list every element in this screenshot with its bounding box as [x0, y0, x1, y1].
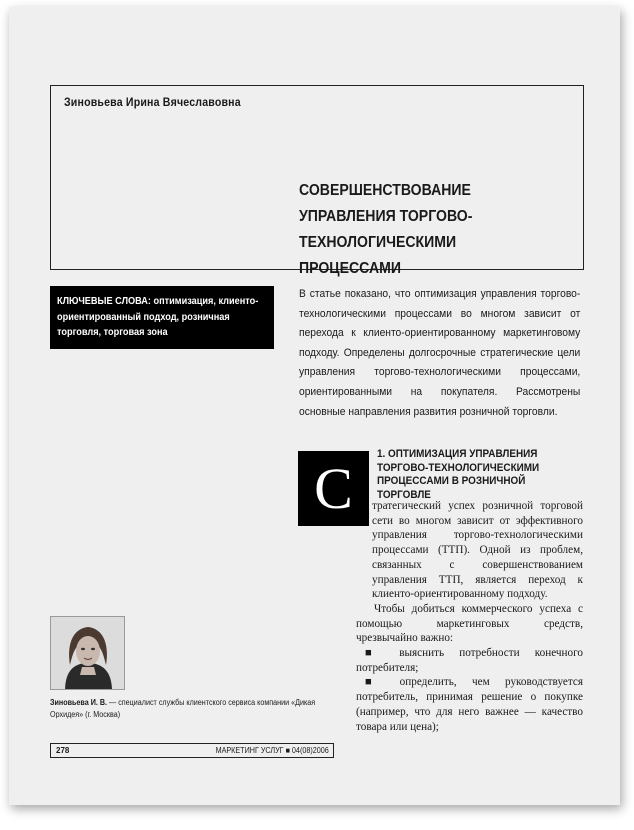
- bullet-item-1: ■ выяснить потребности конечного потребителя;: [356, 647, 583, 674]
- photo-caption: [50, 697, 317, 721]
- author-portrait-image: [51, 617, 125, 690]
- article-header-box: [50, 85, 584, 277]
- page-number: 278: [56, 746, 70, 755]
- author-photo: [50, 616, 125, 690]
- body-paragraph-1: тратегический успех розничной торговой сети во многом зависит от эффективного управления торгово-технологическими процессами (ТТП). Одной из проблем, связанных с совершенствованием управления ТТП, является переход к клиенто-ориентированному подходу.: [372, 500, 583, 601]
- bullet-item-2: ■ определить, чем руководствуется потребитель, принимая решение о покупке (например, что для него важнее — качество товара или цена);: [356, 676, 583, 733]
- journal-issue: МАРКЕТИНГ УСЛУГ ■ 04(08)2006: [215, 746, 329, 755]
- body-text: [356, 499, 583, 734]
- body-paragraph-2: Чтобы добиться коммерческого успеха с помощью маркетинговых средств, чрезвычайно важно:: [356, 602, 583, 645]
- dropcap-letter: С: [298, 451, 369, 526]
- abstract: В статье показано, что оптимизация управления торгово-технологическими процессами во многом зависит от перехода к клиенто-ориентированному маркетинговому подходу. Определены долгосрочные стратегические цели управления торгово-технологическими процессами, ориентированными на покупателя. Рассмотрены основные направления развития розничной торговли.: [299, 288, 581, 418]
- keywords-box: [50, 286, 274, 349]
- caption-name: Зиновьева И. В.: [50, 698, 108, 707]
- keywords-text: оптимизация, клиенто-ориентированный подход, розничная торговля, торговая зона: [57, 296, 259, 338]
- article-title: СОВЕРШЕНСТВОВАНИЕ УПРАВЛЕНИЯ ТОРГОВО-ТЕХНОЛОГИЧЕСКИМИ ПРОЦЕССАМИ: [299, 182, 473, 277]
- keywords-label: КЛЮЧЕВЫЕ СЛОВА:: [57, 296, 151, 307]
- page-footer: [50, 743, 334, 758]
- caption-text: — специалист службы клиентского сервиса компании «Дикая Орхидея» (г. Москва): [50, 698, 316, 719]
- section-heading: 1. ОПТИМИЗАЦИЯ УПРАВЛЕНИЯ ТОРГОВО-ТЕХНОЛОГИЧЕСКИМИ ПРОЦЕССАМИ В РОЗНИЧНОЙ ТОРГОВЛЕ: [377, 448, 540, 501]
- author-name: Зиновьева Ирина Вячеславовна: [64, 97, 241, 109]
